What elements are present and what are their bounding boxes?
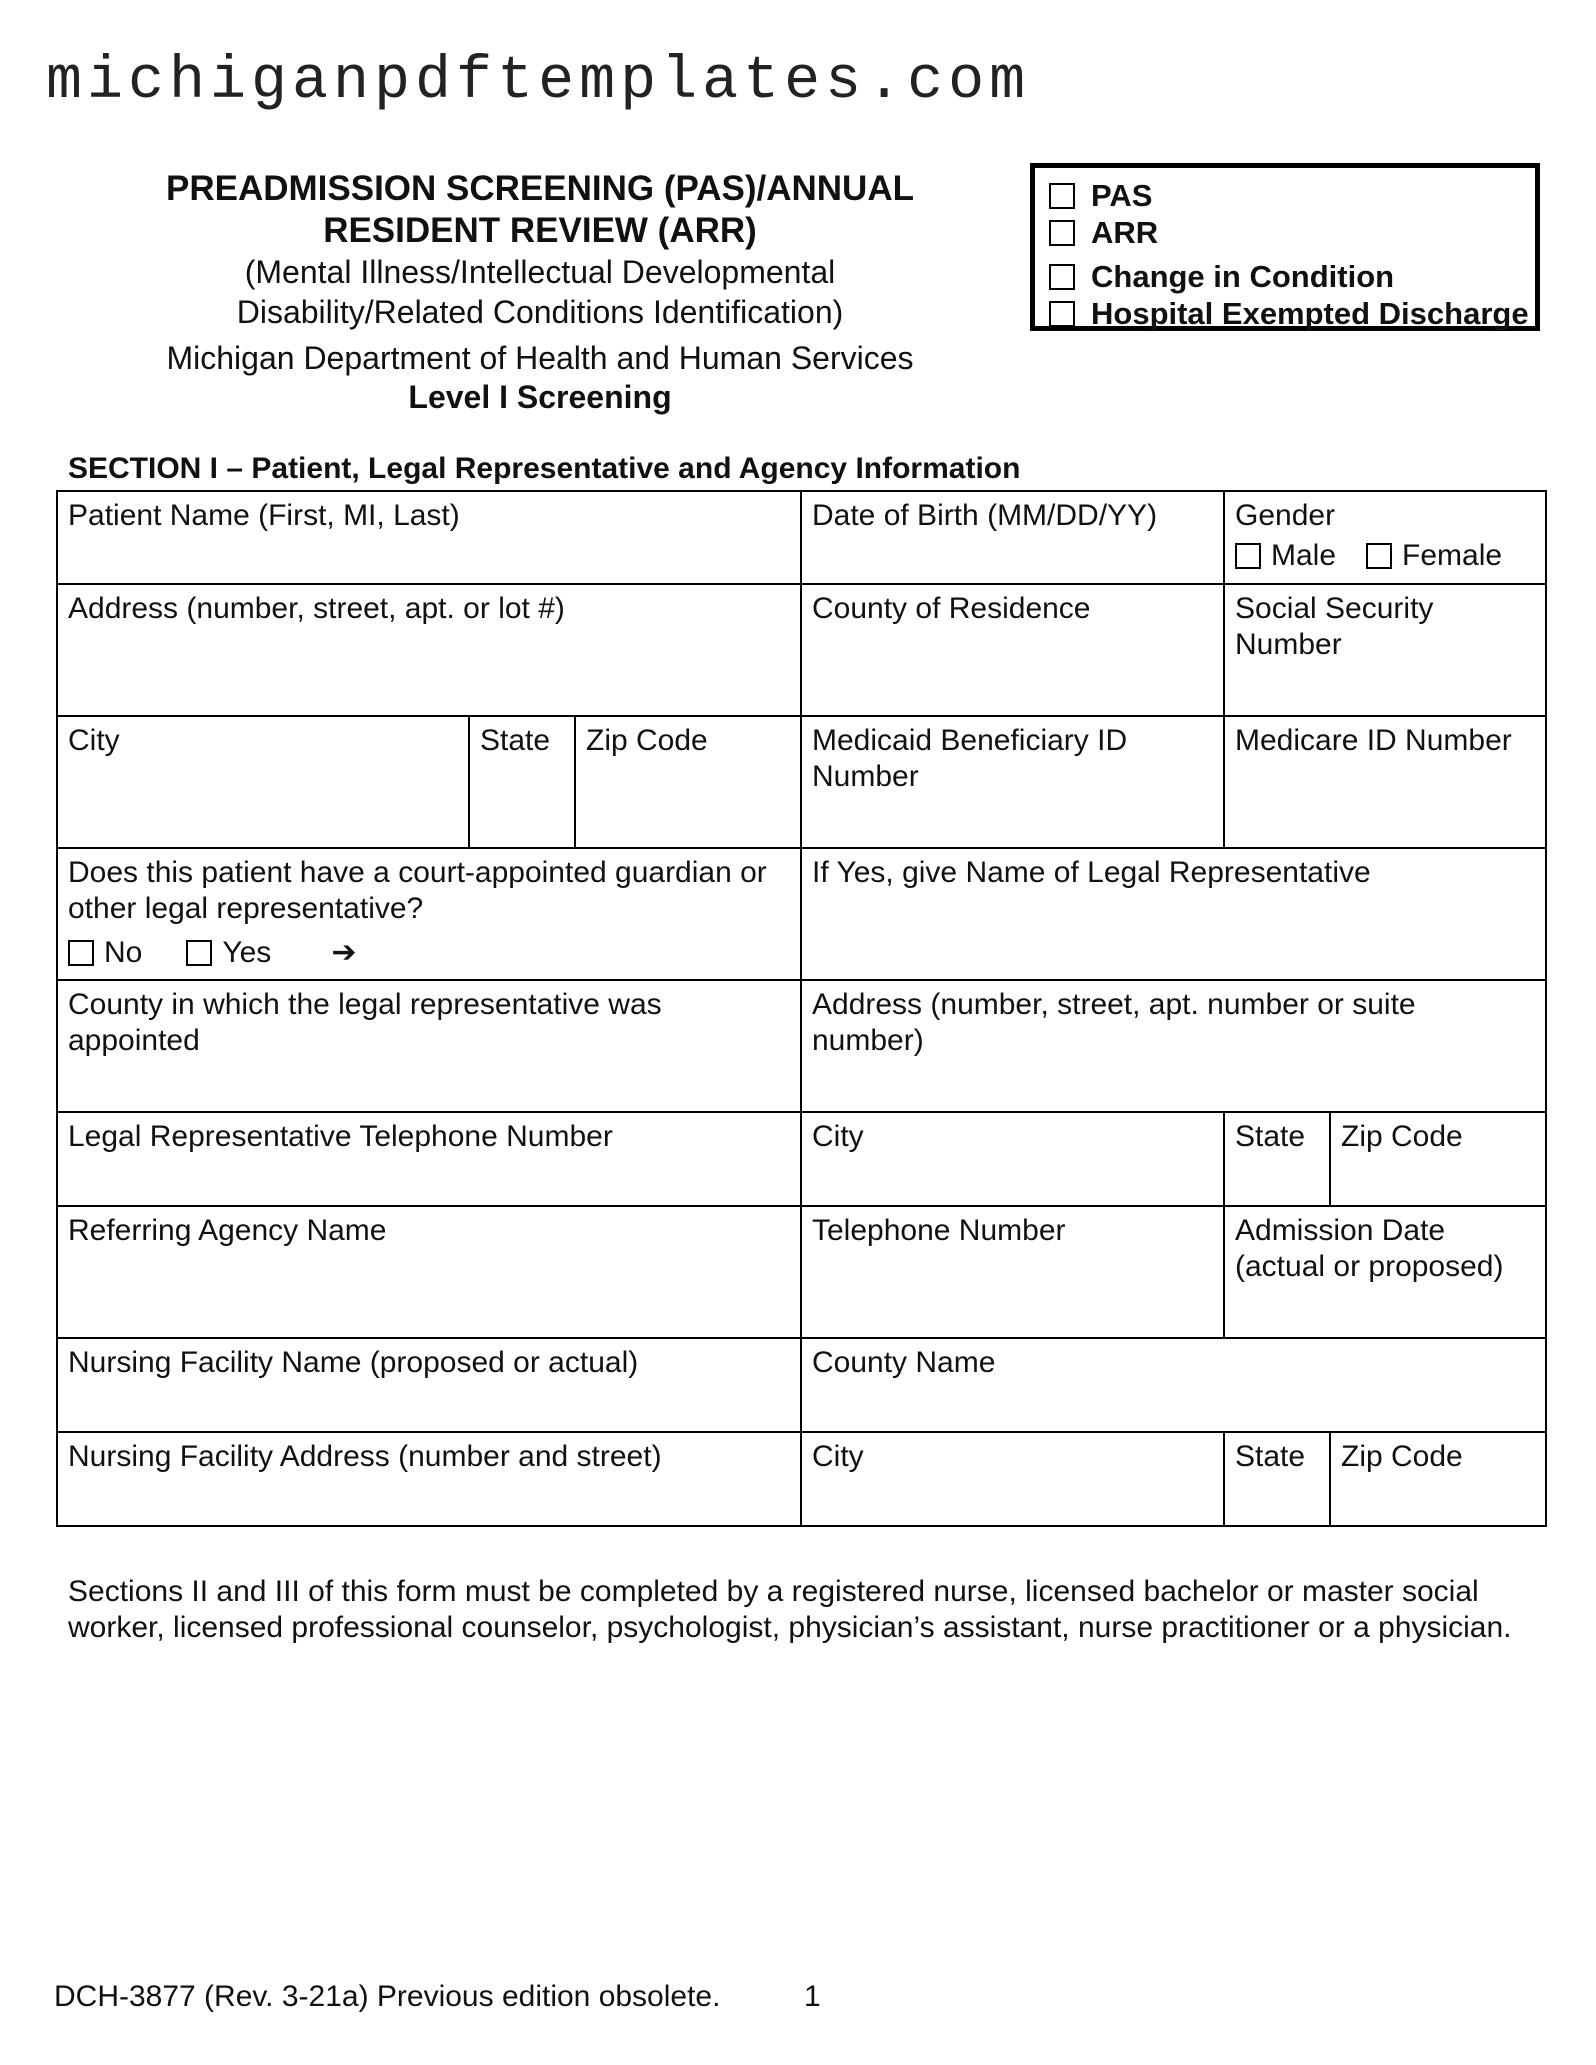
department-name: Michigan Department of Health and Human Services	[166, 340, 914, 376]
agency-name-field[interactable]	[57, 1206, 801, 1338]
rep-zip-label: Zip Code	[1341, 1120, 1463, 1153]
address-field[interactable]	[57, 584, 801, 716]
guardian-yes-label: Yes	[222, 936, 272, 969]
form-subtitle-line-2: Disability/Related Conditions Identification)	[236, 294, 844, 330]
guardian-options	[68, 935, 790, 971]
county-of-residence-label: County of Residence	[812, 592, 1091, 625]
form-subtitle-line-1: (Mental Illness/Intellectual Developmental	[244, 254, 836, 290]
rep-address-label: Address (number, street, apt. number or suite number)	[812, 988, 1416, 1057]
hospital-exempted-discharge-checkbox[interactable]	[1049, 301, 1075, 327]
option-pas	[1035, 177, 1535, 214]
state-field[interactable]	[469, 716, 575, 848]
female-label: Female	[1402, 539, 1503, 572]
male-label: Male	[1271, 539, 1337, 572]
rep-address-field[interactable]	[801, 980, 1546, 1112]
male-checkbox[interactable]	[1235, 543, 1261, 569]
patient-name-field[interactable]	[57, 491, 801, 584]
change-in-condition-checkbox[interactable]	[1049, 264, 1075, 290]
zip-label: Zip Code	[586, 724, 708, 757]
medicaid-id-label: Medicaid Beneficiary ID Number	[812, 724, 1128, 793]
rep-city-label: City	[812, 1120, 864, 1153]
agency-name-label: Referring Agency Name	[68, 1214, 387, 1247]
legal-rep-name-field[interactable]	[801, 848, 1546, 980]
rep-zip-field[interactable]	[1330, 1112, 1546, 1206]
county-name-label: County Name	[812, 1346, 996, 1379]
dob-label: Date of Birth (MM/DD/YY)	[812, 499, 1158, 532]
form-header	[110, 168, 970, 416]
agency-phone-field[interactable]	[801, 1206, 1224, 1338]
option-hospital-exempted-discharge	[1035, 295, 1535, 332]
ssn-field[interactable]	[1224, 584, 1546, 716]
nf-city-label: City	[812, 1440, 864, 1473]
ssn-label: Social Security Number	[1235, 592, 1434, 661]
gender-options	[1235, 538, 1535, 574]
form-title-line-1: PREADMISSION SCREENING (PAS)/ANNUAL	[165, 169, 914, 208]
admission-date-label: Admission Date (actual or proposed)	[1235, 1214, 1504, 1283]
guardian-no-checkbox[interactable]	[68, 940, 94, 966]
rep-city-field[interactable]	[801, 1112, 1224, 1206]
nf-address-field[interactable]	[57, 1432, 801, 1526]
change-in-condition-label: Change in Condition	[1091, 258, 1395, 294]
arr-label: ARR	[1091, 214, 1159, 250]
nf-state-label: State	[1235, 1440, 1306, 1473]
guardian-no-label: No	[104, 936, 143, 969]
page-number: 1	[804, 1980, 821, 2013]
county-name-field[interactable]	[801, 1338, 1546, 1432]
option-change-in-condition	[1035, 258, 1535, 295]
screening-level: Level I Screening	[408, 379, 672, 415]
right-arrow-icon: ➔	[331, 936, 357, 969]
county-appointed-label: County in which the legal representative was appointed	[68, 988, 662, 1057]
county-appointed-field[interactable]	[57, 980, 801, 1112]
screening-type-box	[1030, 163, 1540, 331]
patient-name-label: Patient Name (First, MI, Last)	[68, 499, 460, 532]
county-of-residence-field[interactable]	[801, 584, 1224, 716]
rep-phone-label: Legal Representative Telephone Number	[68, 1120, 613, 1153]
pas-label: PAS	[1091, 177, 1153, 213]
site-watermark: michiganpdftemplates.com	[46, 48, 1031, 116]
gender-field	[1224, 491, 1546, 584]
city-field[interactable]	[57, 716, 469, 848]
female-checkbox[interactable]	[1366, 543, 1392, 569]
admission-date-field[interactable]	[1224, 1206, 1546, 1338]
medicare-id-field[interactable]	[1224, 716, 1546, 848]
nf-state-field[interactable]	[1224, 1432, 1330, 1526]
pas-checkbox[interactable]	[1049, 183, 1075, 209]
guardian-question-label: Does this patient have a court-appointed guardian or other legal representative?	[68, 856, 767, 925]
arr-checkbox[interactable]	[1049, 220, 1075, 246]
rep-state-label: State	[1235, 1120, 1306, 1153]
gender-label: Gender	[1235, 499, 1336, 532]
rep-phone-field[interactable]	[57, 1112, 801, 1206]
option-arr	[1035, 214, 1535, 251]
zip-field[interactable]	[575, 716, 801, 848]
nf-address-label: Nursing Facility Address (number and street)	[68, 1440, 662, 1473]
dob-field[interactable]	[801, 491, 1224, 584]
hospital-exempted-discharge-label: Hospital Exempted Discharge	[1091, 295, 1529, 331]
guardian-question-field	[57, 848, 801, 980]
nf-zip-label: Zip Code	[1341, 1440, 1463, 1473]
nf-city-field[interactable]	[801, 1432, 1224, 1526]
completion-instruction: Sections II and III of this form must be completed by a registered nurse, licensed bachelor or master social worker, licensed professional counselor, psychologist, physician’s assistant, nurse practitioner or a physician.	[68, 1575, 1512, 1644]
rep-state-field[interactable]	[1224, 1112, 1330, 1206]
medicare-id-label: Medicare ID Number	[1235, 724, 1512, 757]
nf-name-label: Nursing Facility Name (proposed or actual)	[68, 1346, 639, 1379]
address-label: Address (number, street, apt. or lot #)	[68, 592, 565, 625]
guardian-yes-checkbox[interactable]	[186, 940, 212, 966]
legal-rep-name-label: If Yes, give Name of Legal Representative	[812, 856, 1371, 889]
section-1-table	[56, 490, 1547, 1527]
agency-phone-label: Telephone Number	[812, 1214, 1066, 1247]
nf-name-field[interactable]	[57, 1338, 801, 1432]
medicaid-id-field[interactable]	[801, 716, 1224, 848]
form-title-line-2: RESIDENT REVIEW (ARR)	[323, 211, 757, 250]
nf-zip-field[interactable]	[1330, 1432, 1546, 1526]
state-label: State	[480, 724, 551, 757]
section-1-heading: SECTION I – Patient, Legal Representative and Agency Information	[68, 452, 1021, 485]
city-label: City	[68, 724, 120, 757]
form-id-footer: DCH-3877 (Rev. 3-21a) Previous edition obsolete.	[54, 1980, 721, 2013]
